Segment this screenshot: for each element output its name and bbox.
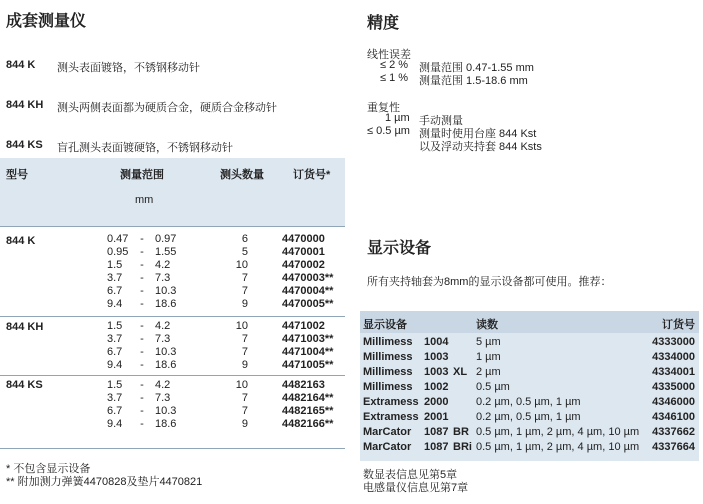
kit-title: 成套测量仪: [6, 13, 87, 30]
divider: [0, 316, 345, 317]
range-min: 9.4: [107, 418, 123, 430]
order-number: 4337662: [652, 426, 695, 438]
header-device: 显示设备: [363, 319, 407, 331]
header-reading: 读数: [476, 319, 498, 331]
probe-count: 9: [241, 298, 248, 310]
device-name: Millimess: [363, 336, 413, 348]
order-number: 4335000: [652, 381, 695, 393]
display-table: [360, 311, 699, 461]
range-max: 0.97: [155, 233, 177, 245]
device-name: Extramess: [363, 411, 419, 423]
group-label: 844 KS: [6, 379, 43, 391]
range-max: 4.2: [155, 320, 171, 332]
header-order-number: 订货号*: [293, 169, 331, 181]
reading-value: 1 µm: [476, 351, 501, 363]
order-number: 4482163: [282, 379, 325, 391]
table-row: [360, 440, 699, 455]
device-model: 2001: [424, 411, 449, 423]
table-row: [0, 246, 345, 259]
range-dash: -: [140, 233, 144, 245]
probe-count: 7: [241, 405, 248, 417]
table-row: [0, 259, 345, 272]
tolerance-value: ≤ 2 %: [380, 59, 409, 71]
probe-count: 7: [241, 333, 248, 345]
range-max: 1.55: [155, 246, 177, 258]
order-number: 4470003**: [282, 272, 334, 284]
order-number: 4334001: [652, 366, 695, 378]
display-description: 所有夹持轴套为8mm的显示设备都可使用。推荐：: [367, 276, 612, 288]
reading-value: 0.5 µm, 1 µm, 2 µm, 4 µm, 10 µm: [476, 426, 640, 438]
product-desc: 盲孔测头表面镀硬铬，不锈钢移动针: [57, 142, 233, 154]
table-row: [0, 333, 345, 346]
table-row: [360, 410, 699, 425]
order-number: 4482165**: [282, 405, 334, 417]
probe-count: 9: [241, 418, 248, 430]
device-model: 1087: [424, 426, 449, 438]
tolerance-text: 测量范围 0.47-1.55 mm: [419, 62, 534, 74]
tolerance-value: ≤ 1 %: [380, 72, 409, 84]
order-number: 4482164**: [282, 392, 334, 404]
footnote: * 不包含显示设备: [6, 463, 91, 475]
probe-count: 7: [241, 272, 248, 284]
product-desc: 测头表面镀铬，不锈钢移动针: [57, 62, 200, 74]
table-row: [0, 233, 345, 246]
device-name: Millimess: [363, 351, 413, 363]
display-title: 显示设备: [367, 240, 432, 257]
divider: [0, 448, 345, 449]
range-min: 9.4: [107, 359, 123, 371]
display-table-header: [360, 311, 699, 333]
table-row: [0, 272, 345, 285]
order-number: 4346000: [652, 396, 695, 408]
table-row: [360, 335, 699, 350]
reading-value: 5 µm: [476, 336, 501, 348]
table-row: [360, 425, 699, 440]
range-dash: -: [140, 392, 144, 404]
table-row: [360, 350, 699, 365]
footnote: ** 附加测力弹簧4470828及垫片4470821: [6, 476, 203, 488]
table-row: [0, 392, 345, 405]
order-number: 4470002: [282, 259, 325, 271]
product-code: 844 KS: [6, 139, 43, 151]
probe-count: 9: [241, 359, 248, 371]
range-min: 6.7: [107, 405, 123, 417]
device-model: 2000: [424, 396, 449, 408]
range-dash: -: [140, 405, 144, 417]
order-number: 4470005**: [282, 298, 334, 310]
product-code: 844 K: [6, 59, 36, 71]
table-row: [0, 320, 345, 333]
tolerance-text: 测量时使用台座 844 Kst: [419, 128, 537, 140]
note-digital-indicator: 数显表信息见第5章: [363, 469, 458, 481]
group-label: 844 K: [6, 235, 36, 247]
header-unit: mm: [135, 194, 154, 206]
range-dash: -: [140, 346, 144, 358]
range-min: 6.7: [107, 346, 123, 358]
note-inductive-gauge: 电感量仪信息见第7章: [363, 482, 469, 494]
order-number: 4346100: [652, 411, 695, 423]
order-number: 4334000: [652, 351, 695, 363]
order-number: 4333000: [652, 336, 695, 348]
order-number: 4470001: [282, 246, 325, 258]
range-max: 10.3: [155, 405, 177, 417]
group-label: 844 KH: [6, 321, 44, 333]
range-dash: -: [140, 285, 144, 297]
reading-value: 0.2 µm, 0.5 µm, 1 µm: [476, 411, 581, 423]
order-number: 4482166**: [282, 418, 334, 430]
device-name: Millimess: [363, 381, 413, 393]
device-model: 1002: [424, 381, 449, 393]
reading-value: 0.5 µm: [476, 381, 510, 393]
range-min: 0.47: [107, 233, 129, 245]
range-max: 10.3: [155, 346, 177, 358]
device-model: 1003: [424, 351, 449, 363]
range-max: 18.6: [155, 359, 177, 371]
device-name: Millimess: [363, 366, 413, 378]
probe-count: 6: [241, 233, 248, 245]
reading-value: 0.2 µm, 0.5 µm, 1 µm: [476, 396, 581, 408]
table-row: [0, 359, 345, 372]
table-row: [360, 365, 699, 380]
product-code: 844 KH: [6, 99, 44, 111]
range-max: 4.2: [155, 379, 171, 391]
device-model: 1087: [424, 441, 449, 453]
range-min: 0.95: [107, 246, 129, 258]
header-probe-count: 测头数量: [220, 169, 264, 181]
order-number: 4471004**: [282, 346, 334, 358]
range-min: 1.5: [107, 259, 123, 271]
table-row: [360, 380, 699, 395]
range-max: 7.3: [155, 272, 171, 284]
order-number: 4471005**: [282, 359, 334, 371]
linearity-label: 线性误差: [367, 49, 411, 61]
header-range: 测量范围: [120, 169, 164, 181]
range-min: 9.4: [107, 298, 123, 310]
precision-title: 精度: [367, 15, 400, 32]
range-dash: -: [140, 379, 144, 391]
table-row: [0, 379, 345, 392]
range-dash: -: [140, 298, 144, 310]
reading-value: 2 µm: [476, 366, 501, 378]
device-name: MarCator: [363, 426, 412, 438]
range-min: 3.7: [107, 333, 123, 345]
range-dash: -: [140, 246, 144, 258]
probe-count: 5: [241, 246, 248, 258]
device-suffix: BR: [453, 426, 469, 438]
tolerance-text: 手动测量: [419, 115, 463, 127]
range-max: 7.3: [155, 333, 171, 345]
table-row: [0, 346, 345, 359]
tolerance-value: ≤ 0.5 µm: [367, 125, 410, 137]
divider: [0, 375, 345, 376]
range-max: 18.6: [155, 418, 177, 430]
range-dash: -: [140, 320, 144, 332]
device-model: 1003: [424, 366, 449, 378]
range-min: 6.7: [107, 285, 123, 297]
range-dash: -: [140, 259, 144, 271]
probe-count: 7: [241, 285, 248, 297]
probe-count: 10: [235, 320, 248, 332]
reading-value: 0.5 µm, 1 µm, 2 µm, 4 µm, 10 µm: [476, 441, 640, 453]
range-dash: -: [140, 418, 144, 430]
device-suffix: XL: [453, 366, 468, 378]
order-number: 4470004**: [282, 285, 334, 297]
order-number: 4471003**: [282, 333, 334, 345]
range-max: 18.6: [155, 298, 177, 310]
divider: [0, 226, 345, 227]
range-min: 1.5: [107, 320, 123, 332]
probe-count: 10: [235, 379, 248, 391]
range-dash: -: [140, 333, 144, 345]
device-name: Extramess: [363, 396, 419, 408]
device-name: MarCator: [363, 441, 412, 453]
product-desc: 测头两侧表面都为硬质合金，硬质合金移动针: [57, 102, 277, 114]
range-max: 7.3: [155, 392, 171, 404]
kit-table: [0, 158, 345, 454]
range-dash: -: [140, 359, 144, 371]
tolerance-value: 1 µm: [385, 112, 410, 124]
header-order-number: 订货号: [662, 319, 695, 331]
tolerance-text: 以及浮动夹持套 844 Ksts: [419, 141, 542, 153]
range-min: 3.7: [107, 272, 123, 284]
device-model: 1004: [424, 336, 449, 348]
range-max: 10.3: [155, 285, 177, 297]
tolerance-text: 测量范围 1.5-18.6 mm: [419, 75, 528, 87]
table-row: [0, 418, 345, 431]
device-suffix: BRi: [453, 441, 472, 453]
order-number: 4337664: [652, 441, 695, 453]
probe-count: 10: [235, 259, 248, 271]
repeatability-label: 重复性: [367, 102, 400, 114]
table-row: [0, 298, 345, 311]
order-number: 4470000: [282, 233, 325, 245]
order-number: 4471002: [282, 320, 325, 332]
table-row: [0, 285, 345, 298]
kit-table-header: [0, 158, 345, 226]
header-model: 型号: [6, 169, 28, 181]
probe-count: 7: [241, 392, 248, 404]
table-row: [0, 405, 345, 418]
range-min: 1.5: [107, 379, 123, 391]
range-max: 4.2: [155, 259, 171, 271]
range-min: 3.7: [107, 392, 123, 404]
probe-count: 7: [241, 346, 248, 358]
table-row: [360, 395, 699, 410]
range-dash: -: [140, 272, 144, 284]
